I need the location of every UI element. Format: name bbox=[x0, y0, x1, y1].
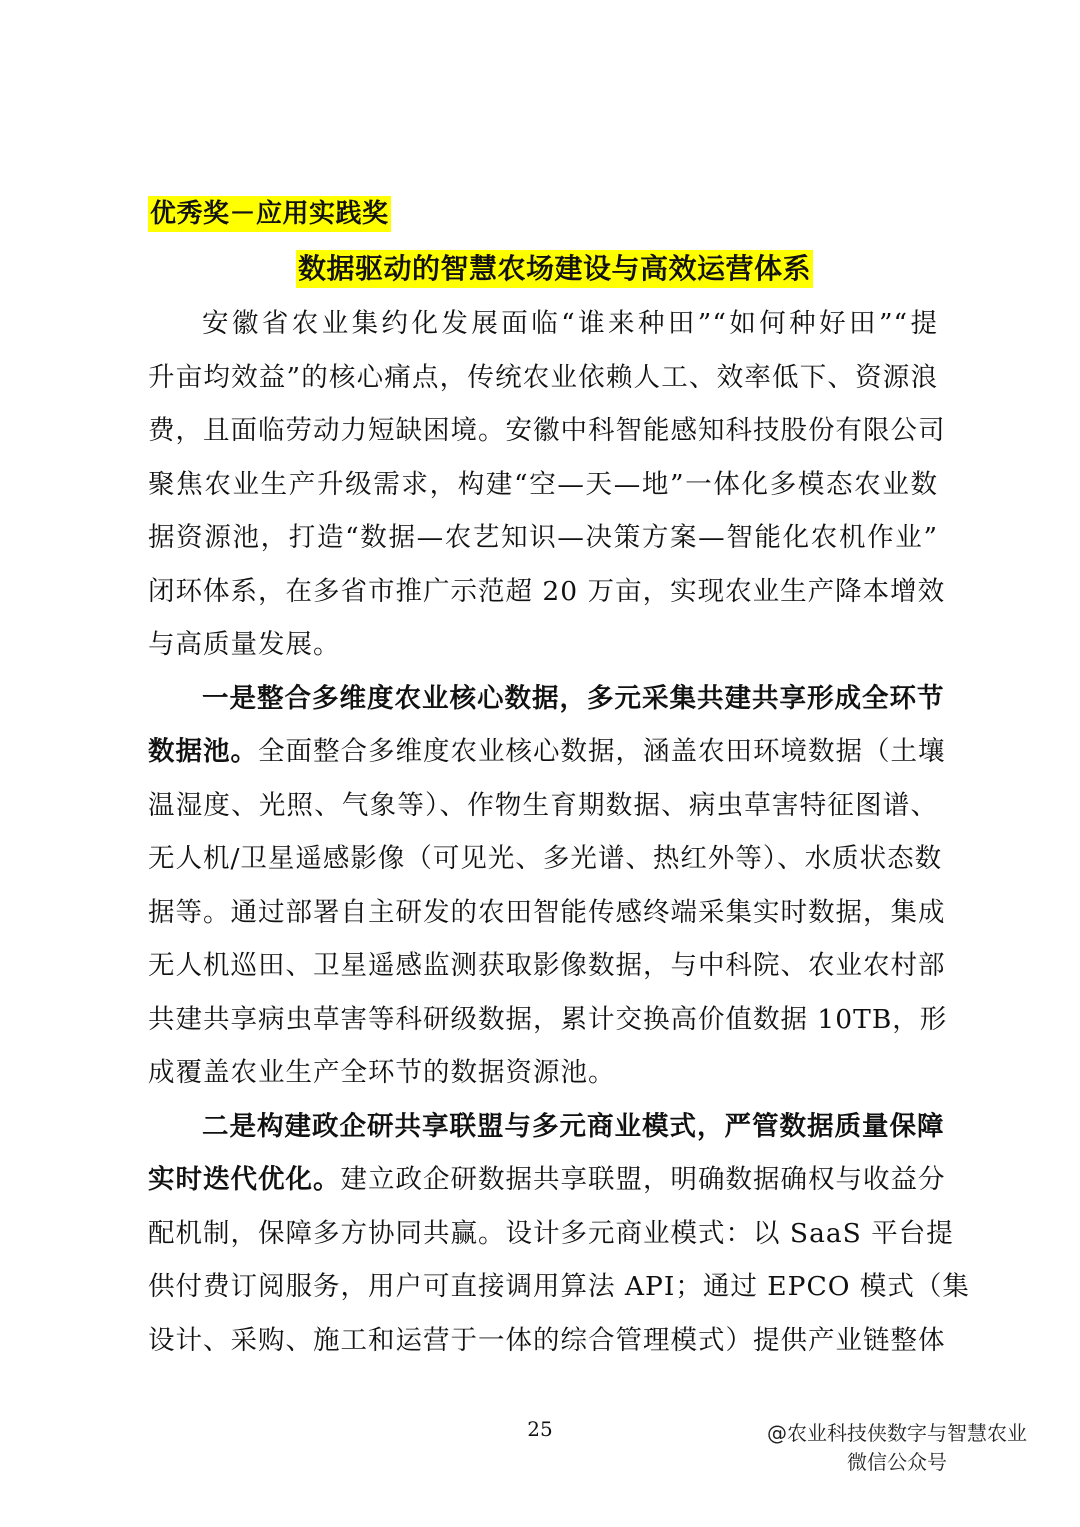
paragraph2-rest-line-2: 全面整合多维度农业核心数据，涵盖农田环境数据（土壤 bbox=[258, 736, 946, 767]
paragraph2-line-8: 成覆盖农业生产全环节的数据资源池。 bbox=[148, 1057, 616, 1088]
paragraph3-rest-line-2: 建立政企研数据共享联盟，明确数据确权与收益分 bbox=[340, 1164, 946, 1195]
award-label: 优秀奖－应用实践奖 bbox=[148, 196, 391, 232]
paragraph2-line-6: 无人机巡田、卫星遥感监测获取影像数据，与中科院、农业农村部 bbox=[148, 950, 946, 981]
paragraph2-lead-line-2: 数据池。 bbox=[148, 736, 258, 767]
watermark bbox=[752, 1419, 1042, 1477]
page-number: 25 bbox=[527, 1417, 553, 1441]
paragraph2-line-5: 据等。通过部署自主研发的农田智能传感终端采集实时数据，集成 bbox=[148, 896, 946, 928]
paragraph2-line-3: 温湿度、光照、气象等）、作物生育期数据、病虫草害特征图谱、 bbox=[148, 789, 938, 821]
watermark-line-1: @农业科技侠数字与智慧农业 bbox=[767, 1421, 1027, 1445]
paragraph1-line-7: 与高质量发展。 bbox=[148, 629, 341, 660]
paragraph1-line-4: 聚焦农业生产升级需求，构建“空—天—地”一体化多模态农业数 bbox=[148, 468, 938, 500]
watermark-line-2: 微信公众号 bbox=[847, 1450, 947, 1474]
paragraph2-line-4: 无人机/卫星遥感影像（可见光、多光谱、热红外等）、水质状态数 bbox=[148, 843, 943, 874]
paragraph3-lead-line-1: 二是构建政企研共享联盟与多元商业模式，严管数据质量保障 bbox=[202, 1110, 945, 1142]
paragraph3-lead-line-2: 实时迭代优化。 bbox=[148, 1164, 341, 1195]
paragraph3-line-2 bbox=[148, 1153, 946, 1207]
paragraph1-line-5: 据资源池，打造“数据—农艺知识—决策方案—智能化农机作业” bbox=[148, 522, 938, 553]
document-title: 数据驱动的智慧农场建设与高效运营体系 bbox=[296, 250, 813, 288]
document-body bbox=[148, 297, 970, 1367]
paragraph1-line-6: 闭环体系，在多省市推广示范超 20 万亩，实现农业生产降本增效 bbox=[148, 575, 946, 607]
paragraph2-lead-line-1: 一是整合多维度农业核心数据，多元采集共建共享形成全环节 bbox=[202, 682, 945, 714]
paragraph1-line-2: 升亩均效益”的核心痛点，传统农业依赖人工、效率低下、资源浪 bbox=[148, 361, 938, 393]
paragraph2-line-2 bbox=[148, 725, 946, 779]
paragraph1-line-3: 费，且面临劳动力短缺困境。安徽中科智能感知科技股份有限公司 bbox=[148, 415, 946, 446]
paragraph3-line-4: 供付费订阅服务，用户可直接调用算法 API；通过 EPCO 模式（集 bbox=[148, 1271, 970, 1302]
paragraph3-line-3: 配机制，保障多方协同共赢。设计多元商业模式：以 SaaS 平台提 bbox=[148, 1217, 954, 1249]
paragraph2-line-7: 共建共享病虫草害等科研级数据，累计交换高价值数据 10TB，形 bbox=[148, 1003, 948, 1035]
paragraph1-line-1: 安徽省农业集约化发展面临“谁来种田”“如何种好田”“提 bbox=[202, 308, 938, 339]
paragraph3-line-5: 设计、采购、施工和运营于一体的综合管理模式）提供产业链整体 bbox=[148, 1324, 946, 1356]
